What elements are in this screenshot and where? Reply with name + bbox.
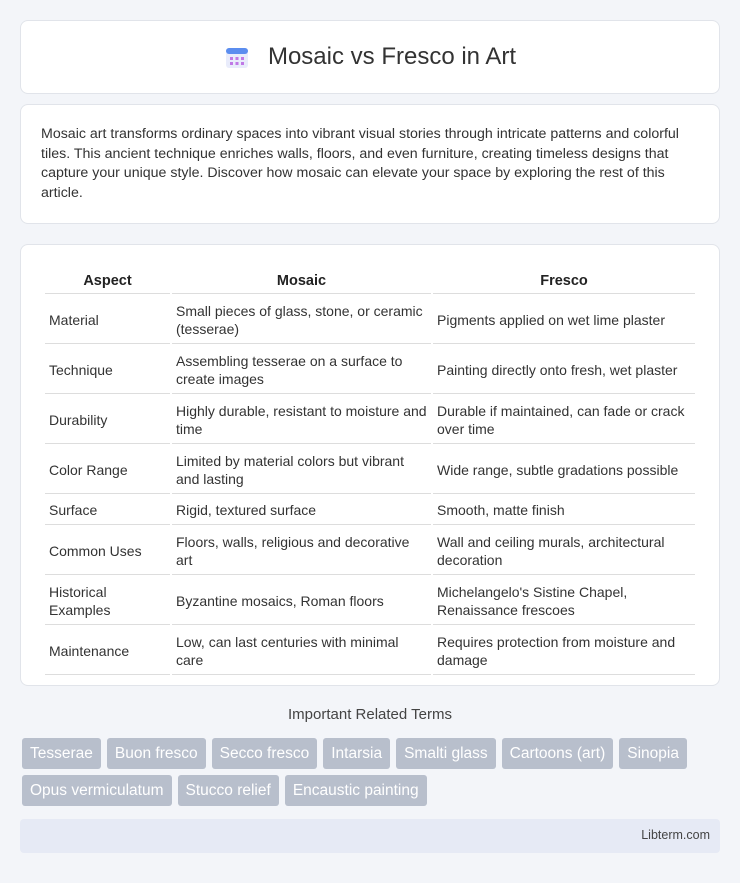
table-cell: Maintenance [45, 627, 170, 675]
term-tag[interactable]: Sinopia [619, 738, 687, 769]
table-row [45, 527, 695, 575]
term-tag[interactable]: Stucco relief [178, 775, 279, 806]
term-tag[interactable]: Opus vermiculatum [22, 775, 172, 806]
table-row [45, 296, 695, 344]
related-terms-title: Important Related Terms [288, 706, 452, 723]
term-tag[interactable]: Smalti glass [396, 738, 496, 769]
table-header-row [45, 269, 695, 294]
table-cell: Durability [45, 396, 170, 444]
footer-site-link[interactable]: Libterm.com [641, 828, 710, 842]
table-cell: Rigid, textured surface [172, 496, 431, 525]
table-row [45, 496, 695, 525]
intro-card [20, 104, 720, 224]
table-row [45, 396, 695, 444]
column-header: Fresco [433, 269, 695, 294]
table-cell: Limited by material colors but vibrant and lasting [172, 446, 431, 494]
term-tag[interactable]: Buon fresco [107, 738, 206, 769]
comparison-table-card [20, 244, 720, 686]
term-tag[interactable]: Secco fresco [212, 738, 318, 769]
table-cell: Small pieces of glass, stone, or ceramic (tesserae) [172, 296, 431, 344]
table-cell: Byzantine mosaics, Roman floors [172, 577, 431, 625]
table-cell: Durable if maintained, can fade or crack over time [433, 396, 695, 444]
table-row [45, 627, 695, 675]
term-tag[interactable]: Encaustic painting [285, 775, 427, 806]
table-cell: Floors, walls, religious and decorative art [172, 527, 431, 575]
table-cell: Historical Examples [45, 577, 170, 625]
page-title: Mosaic vs Fresco in Art [267, 43, 517, 70]
table-cell: Smooth, matte finish [433, 496, 695, 525]
table-cell: Technique [45, 346, 170, 394]
column-header: Aspect [45, 269, 170, 294]
table-cell: Michelangelo's Sistine Chapel, Renaissance frescoes [433, 577, 695, 625]
column-header: Mosaic [172, 269, 431, 294]
comparison-table [43, 267, 697, 677]
table-row [45, 577, 695, 625]
table-cell: Wall and ceiling murals, architectural decoration [433, 527, 695, 575]
table-row [45, 346, 695, 394]
table-cell: Color Range [45, 446, 170, 494]
table-cell: Requires protection from moisture and damage [433, 627, 695, 675]
intro-text: Mosaic art transforms ordinary spaces into vibrant visual stories through intricate patterns and colorful tiles. This ancient technique enriches walls, floors, and even furniture, creating timeless designs that capture your unique style. Discover how mosaic can elevate your space by exploring the rest of this article. [41, 126, 679, 201]
table-cell: Common Uses [45, 527, 170, 575]
table-cell: Surface [45, 496, 170, 525]
table-row [45, 446, 695, 494]
footer [20, 819, 720, 853]
term-tag[interactable]: Cartoons (art) [502, 738, 614, 769]
related-terms-list [22, 738, 722, 806]
table-cell: Painting directly onto fresh, wet plaster [433, 346, 695, 394]
table-cell: Wide range, subtle gradations possible [433, 446, 695, 494]
calendar-icon [224, 44, 250, 70]
table-cell: Assembling tesserae on a surface to create images [172, 346, 431, 394]
table-cell: Material [45, 296, 170, 344]
term-tag[interactable]: Intarsia [323, 738, 390, 769]
table-cell: Highly durable, resistant to moisture and time [172, 396, 431, 444]
table-cell: Low, can last centuries with minimal care [172, 627, 431, 675]
table-cell: Pigments applied on wet lime plaster [433, 296, 695, 344]
header-card [20, 20, 720, 94]
term-tag[interactable]: Tesserae [22, 738, 101, 769]
